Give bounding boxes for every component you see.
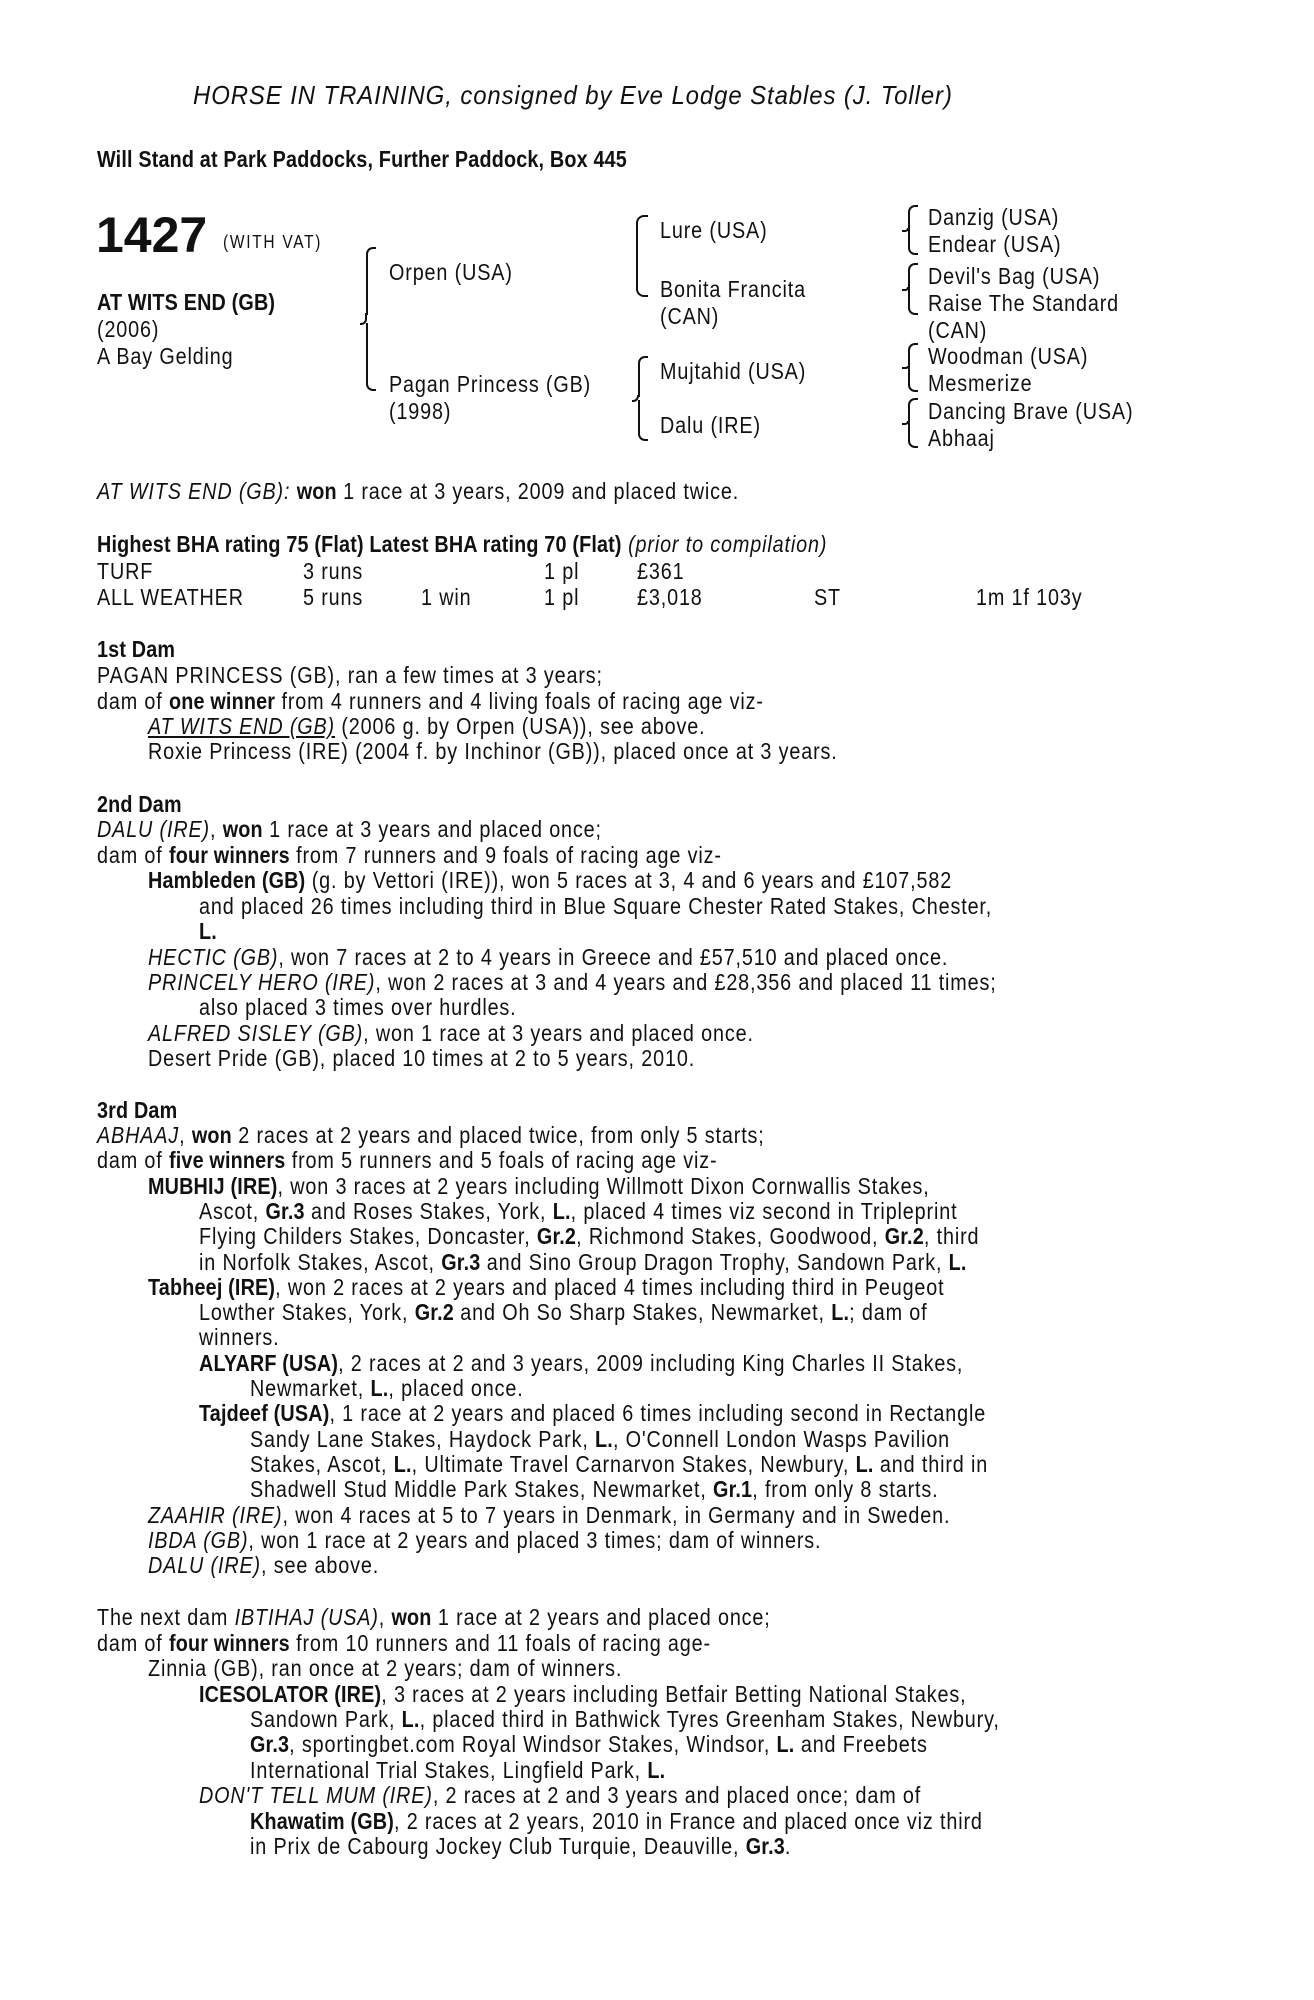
dam3-heading: 3rd Dam (97, 1097, 178, 1123)
pedigree-brace-g2 (902, 263, 918, 315)
dam1-line: dam of one winner from 4 runners and 4 living foals of racing age viz- (97, 688, 764, 714)
dam3-line: in Norfolk Stakes, Ascot, Gr.3 and Sino Group Dragon Trophy, Sandown Park, L. (199, 1249, 967, 1275)
dam4-line: Gr.3, sportingbet.com Royal Windsor Stakes, Windsor, L. and Freebets (250, 1731, 928, 1757)
record-turf-surface: TURF (97, 558, 154, 584)
record-aw-distance: 1m 1f 103y (976, 584, 1083, 610)
dam4-line: Khawatim (GB), 2 races at 2 years, 2010 in France and placed once viz third (250, 1808, 983, 1834)
dam1-heading: 1st Dam (97, 636, 176, 662)
dam4-line: DON'T TELL MUM (IRE), 2 races at 2 and 3 years and placed once; dam of (199, 1782, 922, 1808)
record-aw-surface: ALL WEATHER (97, 584, 244, 610)
record-turf-runs: 3 runs (303, 558, 364, 584)
dam2-line: DALU (IRE), won 1 race at 3 years and placed once; (97, 816, 602, 842)
dam2-line: also placed 3 times over hurdles. (199, 994, 517, 1020)
dam3-line: Shadwell Stud Middle Park Stakes, Newmarket, Gr.1, from only 8 starts. (250, 1476, 939, 1502)
dam2-line: Hambleden (GB) (g. by Vettori (IRE)), won 5 races at 3, 4 and 6 years and £107,582 (148, 867, 953, 893)
dam3-line: ALYARF (USA), 2 races at 2 and 3 years, 2009 including King Charles II Stakes, (199, 1350, 964, 1376)
record-aw-going: ST (814, 584, 841, 610)
pedigree-g8: Abhaaj (928, 425, 995, 451)
horse-description: A Bay Gelding (97, 343, 234, 369)
dam3-line: ABHAAJ, won 2 races at 2 years and placed twice, from only 5 starts; (97, 1122, 765, 1148)
page-title: HORSE IN TRAINING, consigned by Eve Lodge Stables (J. Toller) (193, 80, 953, 110)
dam2-line: HECTIC (GB), won 7 races at 2 to 4 years in Greece and £57,510 and placed once. (148, 944, 949, 970)
record-turf-earnings: £361 (637, 558, 685, 584)
pedigree-g3: Devil's Bag (USA) (928, 263, 1101, 289)
pedigree-brace-sire (636, 215, 648, 297)
dam1-line: AT WITS END (GB) (2006 g. by Orpen (USA)), see above. (148, 713, 706, 739)
dam3-line: MUBHIJ (IRE), won 3 races at 2 years including Willmott Dixon Cornwallis Stakes, (148, 1173, 930, 1199)
pedigree-brace-dam (632, 356, 648, 441)
pedigree-brace-g4 (902, 398, 918, 448)
pedigree-sire: Orpen (USA) (389, 259, 513, 285)
dam3-line: Tajdeef (USA), 1 race at 2 years and placed 6 times including second in Rectangle (199, 1400, 987, 1426)
dam3-line: DALU (IRE), see above. (148, 1552, 380, 1578)
dam2-line: L. (199, 918, 217, 944)
dam4-line: Zinnia (GB), ran once at 2 years; dam of winners. (148, 1655, 623, 1681)
race-summary: AT WITS END (GB): won 1 race at 3 years, 2009 and placed twice. (97, 478, 740, 504)
record-aw-runs: 5 runs (303, 584, 364, 610)
dam4-line: dam of four winners from 10 runners and 11 foals of racing age- (97, 1630, 711, 1656)
pedigree-brace-g3 (902, 343, 918, 392)
dam4-line: Sandown Park, L., placed third in Bathwick Tyres Greenham Stakes, Newbury, (250, 1706, 1000, 1732)
pedigree-dam: Pagan Princess (GB) (389, 371, 592, 397)
record-aw-wins: 1 win (421, 584, 472, 610)
pedigree-g4: Raise The Standard (928, 290, 1120, 316)
pedigree-sire-sire: Lure (USA) (660, 217, 768, 243)
dam3-line: dam of five winners from 5 runners and 5 foals of racing age viz- (97, 1147, 718, 1173)
dam3-line: ZAAHIR (IRE), won 4 races at 5 to 7 years in Denmark, in Germany and in Sweden. (148, 1502, 951, 1528)
dam4-line: The next dam IBTIHAJ (USA), won 1 race at 2 years and placed once; (97, 1604, 771, 1630)
pedigree-dam-dam: Dalu (IRE) (660, 412, 761, 438)
dam2-line: and placed 26 times including third in Blue Square Chester Rated Stakes, Chester, (199, 893, 993, 919)
vat-label: (WITH VAT) (223, 232, 323, 252)
dam4-line: International Trial Stakes, Lingfield Park, L. (250, 1757, 666, 1783)
record-aw-placed: 1 pl (544, 584, 580, 610)
pedigree-dam-sire: Mujtahid (USA) (660, 358, 807, 384)
pedigree-g7: Dancing Brave (USA) (928, 398, 1134, 424)
record-aw-earnings: £3,018 (637, 584, 703, 610)
dam3-line: Flying Childers Stakes, Doncaster, Gr.2, Richmond Stakes, Goodwood, Gr.2, third (199, 1223, 980, 1249)
dam3-line: Newmarket, L., placed once. (250, 1375, 524, 1401)
bha-ratings: Highest BHA rating 75 (Flat) Latest BHA rating 70 (Flat) (prior to compilation) (97, 531, 828, 557)
dam4-line: in Prix de Cabourg Jockey Club Turquie, Deauville, Gr.3. (250, 1833, 792, 1859)
dam3-line: IBDA (GB), won 1 race at 2 years and placed 3 times; dam of winners. (148, 1527, 822, 1553)
location-line: Will Stand at Park Paddocks, Further Paddock, Box 445 (97, 146, 627, 172)
lot-number: 1427 (96, 207, 208, 263)
dam2-line: PRINCELY HERO (IRE), won 2 races at 3 and 4 years and £28,356 and placed 11 times; (148, 969, 997, 995)
dam3-line: Ascot, Gr.3 and Roses Stakes, York, L., placed 4 times viz second in Tripleprint (199, 1198, 958, 1224)
pedigree-g4-country: (CAN) (928, 317, 988, 343)
dam1-line: PAGAN PRINCESS (GB), ran a few times at 3 years; (97, 662, 603, 688)
horse-name: AT WITS END (GB) (97, 289, 276, 315)
pedigree-brace-main (360, 247, 376, 391)
dam3-line: winners. (199, 1324, 280, 1350)
dam3-line: Tabheej (IRE), won 2 races at 2 years and placed 4 times including third in Peugeot (148, 1274, 945, 1300)
horse-year: (2006) (97, 316, 160, 342)
pedigree-sire-dam-country: (CAN) (660, 303, 720, 329)
pedigree-sire-dam: Bonita Francita (660, 276, 806, 302)
record-turf-placed: 1 pl (544, 558, 580, 584)
dam3-line: Lowther Stakes, York, Gr.2 and Oh So Sharp Stakes, Newmarket, L.; dam of (199, 1299, 928, 1325)
dam2-line: Desert Pride (GB), placed 10 times at 2 to 5 years, 2010. (148, 1045, 696, 1071)
dam2-heading: 2nd Dam (97, 791, 182, 817)
pedigree-g5: Woodman (USA) (928, 343, 1089, 369)
dam1-line: Roxie Princess (IRE) (2004 f. by Inchinor (GB)), placed once at 3 years. (148, 738, 838, 764)
dam3-line: Sandy Lane Stakes, Haydock Park, L., O'Connell London Wasps Pavilion (250, 1426, 951, 1452)
pedigree-g2: Endear (USA) (928, 231, 1062, 257)
pedigree-g1: Danzig (USA) (928, 204, 1060, 230)
pedigree-g6: Mesmerize (928, 370, 1033, 396)
dam4-line: ICESOLATOR (IRE), 3 races at 2 years including Betfair Betting National Stakes, (199, 1681, 967, 1707)
pedigree-dam-year: (1998) (389, 398, 452, 424)
pedigree-brace-g1 (902, 205, 918, 255)
dam3-line: Stakes, Ascot, L., Ultimate Travel Carnarvon Stakes, Newbury, L. and third in (250, 1451, 989, 1477)
dam2-line: dam of four winners from 7 runners and 9 foals of racing age viz- (97, 842, 722, 868)
dam2-line: ALFRED SISLEY (GB), won 1 race at 3 years and placed once. (148, 1020, 754, 1046)
